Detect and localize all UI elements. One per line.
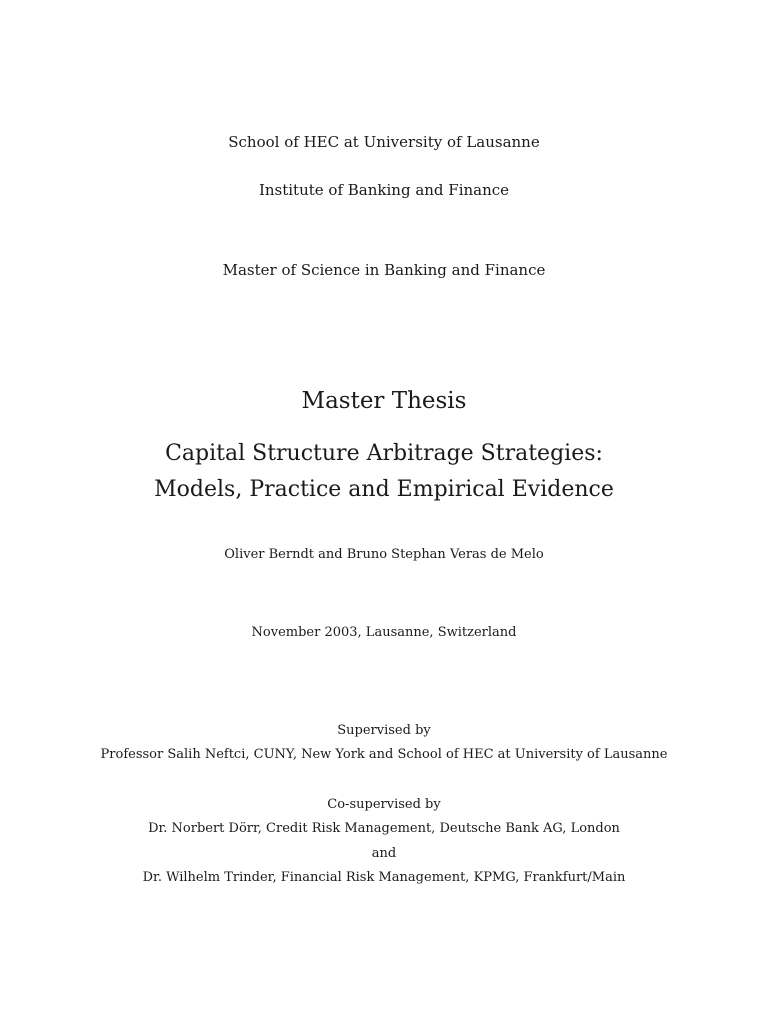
- supervisor: Professor Salih Neftci, CUNY, New York and School of HEC at University of Lausanne: [100, 747, 668, 762]
- cosupervisor-2: Dr. Wilhelm Trinder, Financial Risk Management, KPMG, Frankfurt/Main: [142, 870, 626, 885]
- authors: Oliver Berndt and Bruno Stephan Veras de Melo: [224, 547, 544, 562]
- thesis-type: Master Thesis: [301, 388, 467, 414]
- and-word: and: [371, 846, 397, 861]
- institute-name: Institute of Banking and Finance: [258, 181, 510, 199]
- program-name: Master of Science in Banking and Finance: [222, 261, 546, 279]
- thesis-title-line1: Capital Structure Arbitrage Strategies:: [165, 441, 603, 466]
- cosupervisor-1: Dr. Norbert Dörr, Credit Risk Management, Deutsche Bank AG, London: [148, 821, 620, 836]
- school-name: School of HEC at University of Lausanne: [228, 133, 540, 151]
- supervised-label: Supervised by: [337, 723, 431, 738]
- date-place: November 2003, Lausanne, Switzerland: [251, 625, 517, 640]
- thesis-title-line2: Models, Practice and Empirical Evidence: [154, 477, 614, 502]
- cosupervised-label: Co-supervised by: [327, 797, 441, 812]
